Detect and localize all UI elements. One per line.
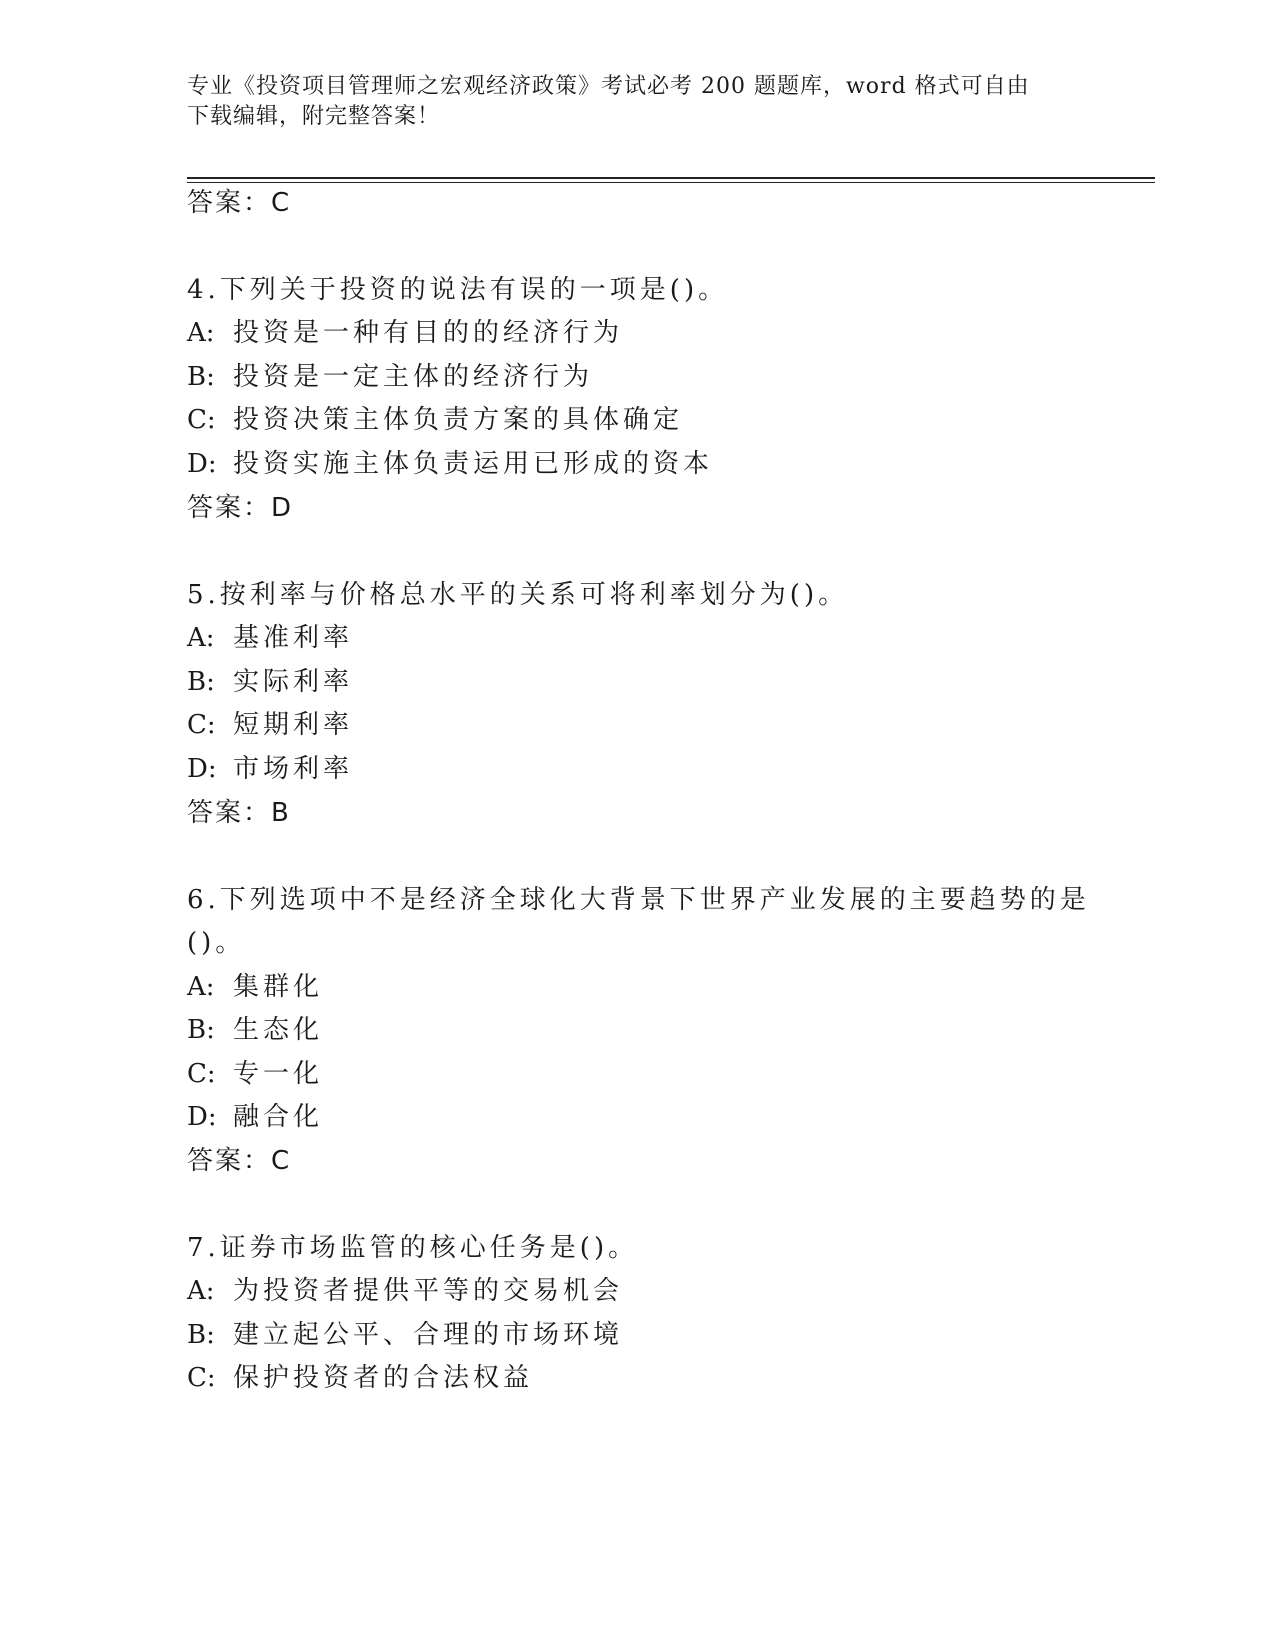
header-line-1: 专业《投资项目管理师之宏观经济政策》考试必考 200 题题库，word 格式可自由: [187, 74, 1030, 99]
option-text: 短期利率: [233, 710, 354, 740]
question-4-option-a: [187, 316, 623, 350]
option-letter: A:: [187, 1276, 215, 1306]
question-6-option-b: [187, 1013, 323, 1047]
option-text: 为投资者提供平等的交易机会: [233, 1276, 624, 1306]
question-7-option-c: [187, 1361, 533, 1395]
header-rule-thick: [187, 177, 1155, 179]
option-text: 生态化: [233, 1015, 324, 1045]
question-5-answer: 答案：B: [187, 798, 291, 828]
option-text: 建立起公平、合理的市场环境: [233, 1320, 624, 1350]
option-text: 投资是一定主体的经济行为: [233, 362, 594, 392]
question-6-option-c: [187, 1057, 323, 1091]
option-letter: B:: [187, 362, 215, 392]
question-6-answer: 答案：C: [187, 1146, 292, 1176]
question-5-option-d: [187, 752, 353, 786]
question-4-text: 4.下列关于投资的说法有误的一项是()。: [187, 275, 729, 305]
header-line-2: 下载编辑，附完整答案！: [187, 104, 441, 129]
option-text: 投资实施主体负责运用已形成的资本: [233, 449, 714, 479]
question-5-text: 5.按利率与价格总水平的关系可将利率划分为()。: [187, 580, 849, 610]
question-4-option-d: [187, 447, 713, 481]
question-6-option-d: [187, 1100, 323, 1134]
option-text: 专一化: [233, 1059, 324, 1089]
question-4-option-c: [187, 403, 683, 437]
question-7-option-a: [187, 1274, 623, 1308]
question-5-option-b: [187, 665, 353, 699]
question-6-text-line-2: ()。: [187, 928, 246, 958]
question-6-text-line-1: 6.下列选项中不是经济全球化大背景下世界产业发展的主要趋势的是: [187, 885, 1090, 915]
option-letter: D:: [187, 1102, 217, 1132]
option-letter: D:: [187, 754, 217, 784]
option-letter: D:: [187, 449, 217, 479]
question-5-option-a: [187, 621, 353, 655]
option-letter: B:: [187, 667, 215, 697]
question-7-text: 7.证券市场监管的核心任务是()。: [187, 1233, 639, 1263]
header-rule-thin: [187, 182, 1155, 183]
question-6-option-a: [187, 970, 323, 1004]
answer-prev: 答案：C: [187, 188, 292, 218]
option-letter: B:: [187, 1015, 215, 1045]
document-header-note: [187, 72, 1067, 132]
option-text: 集群化: [233, 972, 324, 1002]
option-text: 投资是一种有目的的经济行为: [233, 318, 624, 348]
option-letter: B:: [187, 1320, 215, 1350]
option-letter: A:: [187, 623, 215, 653]
question-5-option-c: [187, 708, 353, 742]
question-7-option-b: [187, 1318, 623, 1352]
question-4-option-b: [187, 360, 593, 394]
option-text: 基准利率: [233, 623, 354, 653]
option-text: 保护投资者的合法权益: [233, 1363, 534, 1393]
option-letter: A:: [187, 318, 215, 348]
option-letter: C:: [187, 1363, 216, 1393]
option-text: 实际利率: [233, 667, 354, 697]
option-text: 融合化: [233, 1102, 324, 1132]
option-letter: C:: [187, 710, 216, 740]
option-letter: C:: [187, 1059, 216, 1089]
option-text: 投资决策主体负责方案的具体确定: [233, 405, 684, 435]
option-text: 市场利率: [233, 754, 354, 784]
option-letter: C:: [187, 405, 216, 435]
question-4-answer: 答案：D: [187, 493, 294, 523]
option-letter: A:: [187, 972, 215, 1002]
